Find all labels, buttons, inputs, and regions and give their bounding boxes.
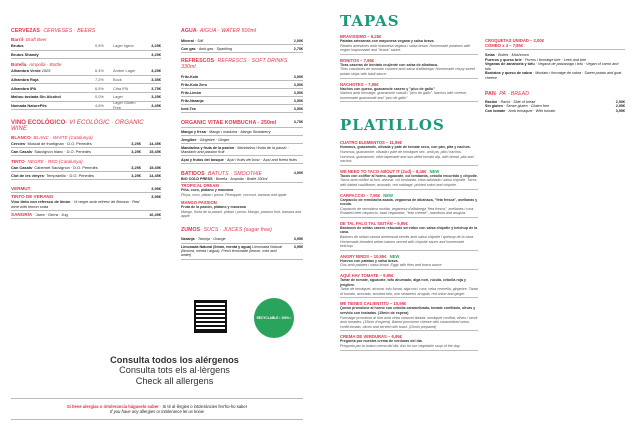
- dish-alt: Pregunta per la nostra crema del dia. Ask for our vegetable soup of the day.: [340, 343, 461, 348]
- smoothie-desc: [181, 188, 303, 197]
- wine-name: [11, 141, 121, 146]
- drink-price: 3,95€: [293, 237, 303, 242]
- beer-name-text: Alhambra Verde: [11, 68, 41, 74]
- divider: [340, 78, 478, 79]
- dish-name: DE TAL PALO TAL SEITÁN – 9,95€: [340, 220, 408, 226]
- drink-name: [181, 245, 283, 257]
- drink-alt: · Gingebre · Ginger: [197, 137, 230, 142]
- kombucha-header: ORGANIC VITAE KOMBUCHA - 250ml 3,75€: [181, 118, 303, 128]
- croqueta-name-text: Setas: [485, 53, 495, 57]
- dish-desc: [340, 198, 478, 216]
- drink-name: [181, 138, 303, 142]
- drink-row: [181, 73, 303, 81]
- drink-price: 3,50€: [293, 98, 303, 103]
- drink-name: [181, 83, 283, 87]
- pan-alt: · Amb tomàquet · With tomato: [506, 108, 556, 113]
- drink-row: [181, 97, 303, 105]
- divider: [340, 165, 478, 166]
- batidos-header: BATIDOS· BATUTS · SMOOTHIE BIO COLD PRESS · Botella · Ampolla · Bottle 330ml 4,50€: [181, 169, 303, 183]
- wine-name-text: Can Casals: [11, 165, 32, 171]
- dish-desc-text: Bastones de seitán casero rebozado servidos con salsa chipotle y ketchup de la casa.: [340, 225, 478, 235]
- dish-alt: Formatge provolone al forn amb ceba caramel·litzada, tomàquet confitat, olives i servit amb torrades. (15min d'espera). Baked provolone cheese with caramelized onion, confit tomato, olives and served with toast. (15min prepared): [340, 315, 478, 329]
- croqueta-row: [485, 71, 625, 80]
- drink-price: 3,50€: [293, 82, 303, 87]
- beer-style: Lager Gluten Free: [113, 100, 136, 111]
- beer-name: [11, 103, 95, 108]
- dish-desc-text: Tacos con coliflor al horno, aguacate, col lombarda, cebolla encurtida y chipotle.: [340, 173, 478, 178]
- beer-abv: 0,0%: [95, 94, 104, 100]
- croqueta-name-text: Veganas de zanahoria y tofu: [485, 62, 535, 67]
- beer-name: [11, 43, 95, 48]
- dish-desc-text: Hummus, guacamole, olivada y paté de tomate seco, con pan, pita y nachos.: [340, 145, 471, 150]
- dish-item: [340, 254, 478, 270]
- smoothie-desc-text: Piña, coco, plátano y manzana: [181, 188, 234, 192]
- beer-abv: 6,5%: [95, 85, 104, 91]
- drink-alt: · Taronja · Orange: [195, 237, 226, 242]
- drink-price: 2,00€: [293, 38, 303, 43]
- drink-row: [181, 45, 303, 53]
- combo-header: COMBO x 4 – 7,85€: [485, 43, 524, 48]
- column-tapas-platillos: [340, 12, 478, 354]
- dish-name: CARPACCIO – 7,95€: [340, 192, 381, 198]
- dish-alt: Tartar de tomàquet, alvocat, tofu fumat, alga nori, ruca, ceba vermella, gingebre. Tartar of tomato, avocado, smoked tofu, nori seaweed, arugula, red onion and ginger.: [340, 287, 478, 296]
- wine-name: [11, 173, 121, 178]
- beer-abv: 4,6%: [95, 102, 104, 108]
- dish-name: ME TIENES CALIENTITO – 10,95€: [340, 301, 407, 307]
- drink-name: [181, 75, 283, 79]
- drink-alt: · Mandarina i fruita de la passió · Mandarin and passion fruit: [181, 145, 289, 154]
- beer-name-text: Alhambra Roja: [11, 77, 39, 83]
- drink-alt: · Still: [194, 38, 204, 43]
- beer-row: [11, 51, 161, 60]
- new-badge: NEW: [429, 168, 440, 174]
- platillos-title: PLATILLOS: [340, 116, 445, 135]
- dish-name: NACHOTES – 7,95€: [340, 81, 379, 87]
- smoothie-desc: [181, 205, 303, 219]
- dish-desc: [340, 339, 478, 348]
- pan-alt: · Ració · Side of bread: [498, 99, 536, 104]
- dish-item: [340, 140, 478, 165]
- wine-name: [11, 149, 121, 154]
- column-soft-drinks: [181, 28, 303, 260]
- beer-name: [11, 77, 95, 82]
- dish-item: [340, 334, 478, 350]
- divider: [340, 250, 478, 251]
- croqueta-name: [485, 71, 625, 80]
- croqueta-name-text: Puerros y queso brie: [485, 57, 522, 62]
- beer-name: [11, 86, 95, 91]
- pan-price: 2,90€: [615, 99, 625, 104]
- wine-desc: · Tempranillo · D.O. Penedès: [43, 173, 94, 179]
- beer-style: Citra IPA: [113, 85, 129, 91]
- recyclable-stamp: RECYCLABLE • 100% •: [254, 298, 294, 338]
- wine-desc: · Cabernet Sauvignon · D.O. Penedès: [31, 165, 98, 171]
- drink-row: [181, 37, 303, 45]
- smoothie-item: [181, 183, 303, 197]
- tinto-header: TINTO· NEGRE · RED (Catalunya): [11, 159, 83, 165]
- pan-price: 3,95€: [615, 108, 625, 113]
- croqueta-row: [485, 62, 625, 71]
- drink-alt: · Açaí i fruits del bosc · Açaí and forest fruits: [224, 157, 297, 162]
- dish-desc-text: Pregunta por nuestra crema de verduras del día.: [340, 339, 423, 344]
- wine-glass-price: 3,25€: [131, 165, 141, 171]
- dish-desc: [340, 63, 478, 77]
- sangria-row: SANGRÍA · Jarra · Gerra · Jug 16,49€: [11, 212, 161, 218]
- smoothie-alt: Pinya, coco, plàtan i poma. Pineapple, coconut, banana and apple: [181, 192, 287, 197]
- dish-item: [340, 169, 478, 190]
- pan-name-text: Con tomate: [485, 108, 506, 113]
- divider: [340, 217, 478, 218]
- beer-name-alt: 1925: [41, 68, 51, 74]
- wine-bottle-price: 14,45€: [149, 173, 161, 179]
- dish-alt: Patates artesanes amb maionesa vegana i salsa brava. Homemade potatoes with vegan mayonnaise and "brava" sauce.: [340, 43, 471, 53]
- drink-row: [181, 136, 303, 144]
- drink-row: [181, 128, 303, 136]
- pan-name-text: Sin gluten: [485, 104, 503, 109]
- drink-name-text: Açaí y frutos del bosque: [181, 157, 224, 162]
- drink-price: 2,75€: [293, 46, 303, 51]
- beer-price: 3,45€: [151, 102, 161, 108]
- divider: [340, 189, 478, 190]
- dish-desc-text: Tiras caseras de boniato crujiente con salsa de albahaca.: [340, 62, 439, 67]
- dish-item: [340, 34, 478, 55]
- pan-price: 2,95€: [615, 104, 625, 109]
- dish-desc-text: Nachos con queso, guacamole casero y "pico de gallo": [340, 86, 435, 91]
- dish-desc: [340, 145, 478, 163]
- qr-code[interactable]: [194, 300, 227, 333]
- dish-alt: Tacos amb coliflor al forn, alvocat, col lombarda, ceba adobada i salsa chipotle. Tacos with baked cauliflower, avocado, red cabbage, pickled onion and chipotle.: [340, 178, 477, 187]
- beer-name: [11, 52, 95, 57]
- croquetas-header: CROQUETAS UNIDAD – 2,00€: [485, 38, 545, 43]
- drink-row: [181, 105, 303, 113]
- tapas-title: TAPAS: [340, 12, 400, 30]
- beer-style: Lager ligera: [113, 43, 134, 49]
- smoothie-name: TROPICAL DREAM: [181, 183, 219, 188]
- smoothie-alt: Mango, fruita de la passió, plàtan i poma. Mango, passion fruit, banana and apple: [181, 209, 302, 219]
- drink-row: [181, 144, 303, 156]
- beer-name-text: Brutus Shandy: [11, 51, 39, 57]
- beer-name-text: Alhambra IPA: [11, 85, 37, 91]
- dish-item: [340, 221, 478, 251]
- beer-row: [11, 102, 161, 111]
- column-beer-wine: [11, 28, 161, 219]
- wine-bottle-price: 15,45€: [149, 149, 161, 155]
- beer-row: [11, 67, 161, 76]
- dish-alt: Ous amb patates i salsa brava. Eggs with fries and brava sauce.: [340, 263, 443, 268]
- drink-price: 3,95€: [293, 245, 303, 250]
- dish-desc: [340, 174, 478, 188]
- beer-style: Bock: [113, 77, 122, 83]
- divider: [340, 269, 478, 270]
- divider: [340, 101, 478, 102]
- dish-item: [340, 82, 478, 103]
- drink-alt: · Mango i maduixa · Mango Strawberry: [206, 129, 271, 134]
- column-croquetas-pan: [485, 38, 625, 113]
- drink-name: [181, 107, 283, 111]
- dish-desc-text: Huevos con patatas y salsa brava.: [340, 258, 399, 263]
- drink-name: [181, 91, 283, 95]
- pan-row: [485, 109, 625, 114]
- drink-name-text: Naranja: [181, 237, 195, 242]
- drink-name-text: Con gas: [181, 46, 196, 51]
- agua-header: AGUA· AIGUA · WATER 500ml: [181, 28, 257, 34]
- allergy-notice: Si tiene alergias o intolerancia hágaselo saber · Si té al·lèrgies o intoleràncies fes'ho-ho saber If you have any allergies or intolerance let us know: [11, 398, 303, 420]
- wine-row: [11, 148, 161, 156]
- dish-name: CUATRO ELEMENTOS – 11,95€: [340, 140, 402, 146]
- croqueta-name-text: Boniatos y queso de cabra: [485, 71, 532, 76]
- dish-desc: [340, 87, 478, 101]
- drink-name-text: Mandarina y fruta de la pasión: [181, 145, 235, 150]
- beer-price: 3,25€: [151, 68, 161, 74]
- smoothie-name: MANGO PASSION: [181, 200, 217, 206]
- beer-price: 3,25€: [151, 43, 161, 49]
- croqueta-alt: · Porros i formatge brie · Leek and brie: [522, 57, 587, 62]
- dish-alt: Hummus, guacamole, olivada i paté de tomàquet sec, amb pa, pita i nachos. Hummus, guacamole, olive tapenade and sun-dried tomato dip, with bread, pita and nachos.: [340, 149, 474, 164]
- dish-desc-text: Patatas artesanas con mayonesa vegana y salsa brava.: [340, 39, 435, 43]
- drink-row: [181, 156, 303, 164]
- dish-item: [340, 273, 478, 298]
- wine-desc: · Muscat de frontignan · D.O. Penedès: [25, 141, 92, 147]
- drink-name: [181, 158, 303, 162]
- drink-name-text: Jengibre: [181, 137, 197, 142]
- drink-name-text: Limonada Natural (limón, menta y agua): [181, 245, 252, 250]
- dish-name: BONITOS – 7,95€: [340, 57, 375, 63]
- allergen-info: Consulta todos los alérgenos Consulta tots els al·lèrgens Check all allergens: [110, 355, 239, 386]
- drink-name-text: Fritz-Kola Zero: [181, 82, 208, 87]
- wine-bottle-price: 14,45€: [149, 141, 161, 147]
- dish-alt: Carpaccio de remolatxa rostida, veganesa d'alfàbrega "feta fresca", avellanes i ruca. Roasted beet carpaccio, basil veganaise, "feta cheese", hazelnuts and arugula.: [340, 206, 475, 216]
- drink-name-text: Mineral: [181, 38, 194, 43]
- drink-name-text: Fritz-Limón: [181, 90, 202, 95]
- divider: [340, 350, 478, 351]
- dish-name: ANGRY BIRDS – 10,95€: [340, 253, 387, 259]
- new-badge: NEW: [389, 253, 400, 259]
- dish-name: AQUÍ HAY TOMATE – 9,95€: [340, 273, 394, 279]
- dish-alt: Nachos amb formatge, guacamole casolà i "pico de gallo". Nachos with cheese, homemade guacamole and "pico de gallo": [340, 91, 468, 100]
- drink-name-text: Fritz-Naranja: [181, 98, 204, 103]
- beer-price: 3,35€: [151, 77, 161, 83]
- divider: [340, 54, 478, 55]
- dish-name: CREMA DE VERDURAS – 6,95€: [340, 334, 402, 340]
- beer-name-text: Brutus: [11, 43, 24, 49]
- croqueta-alt: · Bolets · Mushroom: [495, 53, 530, 57]
- drink-name: [181, 47, 283, 51]
- wine-bottle-price: 15,45€: [149, 165, 161, 171]
- dish-desc: [340, 306, 478, 329]
- wine-name-text: Cercles: [11, 141, 26, 147]
- wine-glass-price: 3,25€: [131, 149, 141, 155]
- dish-item: [340, 58, 478, 79]
- wine-name: [11, 165, 121, 170]
- pan-alt: · Sense gluten · Gluten free: [503, 104, 550, 109]
- vermut-row: VERMUT 3,95€: [11, 186, 161, 192]
- beer-style: Amber Lager: [113, 68, 136, 74]
- pan-name: [485, 109, 605, 114]
- drink-name-text: Mango y fresa: [181, 129, 206, 134]
- dish-desc-text: Queso provolone al horno con cebolla caramelizada, tomate confitado, olivas y servido con tostadas. (15min de espera): [340, 306, 476, 315]
- drink-name-text: Fritz-Kola: [181, 74, 199, 79]
- drink-row: [181, 89, 303, 97]
- drink-name: [181, 130, 303, 134]
- barril-header: Barril· Draft Beer: [11, 37, 47, 42]
- beer-name-text: Mahou tostada Sin Alcohol: [11, 94, 61, 100]
- beer-price: 3,75€: [151, 85, 161, 91]
- dish-desc: [340, 278, 478, 296]
- divider: [340, 330, 478, 331]
- beer-price: 3,25€: [151, 94, 161, 100]
- dish-desc-text: Tartar de tomate, aguacate, tofu ahumado, alga nori, rúcula, cebolla roja y jengibre.: [340, 278, 466, 287]
- beer-name-text: Nomada NaturePils: [11, 102, 47, 108]
- wine-row: [11, 164, 161, 172]
- pan-header: PAN· PA · BREAD: [485, 90, 530, 97]
- beer-row: [11, 42, 161, 51]
- drink-row: [181, 244, 303, 260]
- wine-row: [11, 140, 161, 148]
- wine-glass-price: 3,25€: [131, 173, 141, 179]
- dish-item: [340, 301, 478, 331]
- dish-name: WE NEED TO TACO ABOUT IT (2ud) – 8,45€: [340, 168, 427, 174]
- wine-glass-price: 3,25€: [131, 141, 141, 147]
- vino-header: VINO ECOLÓGICO· VI ECOLÒGIC · ORGANIC WINE: [11, 120, 144, 133]
- refrescos-header: REFRESCOS· REFRESCS · SOFT DRINKS 330ml: [181, 58, 288, 70]
- pan-name-text: Ración: [485, 99, 498, 104]
- drink-price: 3,50€: [293, 74, 303, 79]
- drink-name-text: Iced-Tea: [181, 106, 196, 111]
- wine-desc: · Sauvignon blanc · D.O. Penedès: [31, 149, 92, 155]
- smoothie-item: [181, 200, 303, 219]
- dish-name: BRAVISSIMO – 6,25€: [340, 34, 382, 39]
- beer-name: [11, 68, 95, 73]
- drink-name: [181, 39, 283, 43]
- croqueta-alt: · Vegana de pastanaga i tofu · Vegan of carrot and tofu: [485, 62, 619, 71]
- divider: [340, 297, 478, 298]
- dish-alt: Tires casolanes de moniato cruixent amb salsa d'alfàbrega. Homemade crispy sweet potato strips with basil sauce.: [340, 67, 475, 76]
- drink-name: [181, 237, 283, 241]
- beer-abv: 6,4%: [95, 68, 104, 74]
- drink-alt: Llimonada Natural (llimona, menta i aigua). Fresh lemonade (lemon, mint and water): [181, 245, 283, 258]
- croqueta-alt: · Moniato i formatge de cabra · Sweet potato and goat cheese: [485, 71, 622, 80]
- cervezas-header: CERVEZAS· CERVESES · BEERS: [11, 28, 96, 34]
- dish-item: [340, 193, 478, 218]
- beer-price: 3,25€: [151, 51, 161, 57]
- dish-desc: [340, 226, 478, 249]
- smoothie-desc-text: Fruta de la pasión, plátano y manzana: [181, 205, 246, 210]
- beer-abv: 0,5%: [95, 43, 104, 49]
- dish-desc: [340, 39, 478, 53]
- drink-name: [181, 146, 303, 154]
- wine-row: [11, 172, 161, 180]
- dish-desc: [340, 259, 478, 268]
- drink-name: [181, 99, 283, 103]
- dish-alt: Bastons de seitan casolà arrebossat servits amb salsa chipotle i quètxup de la casa. Homemade breaded seitan batons served with chipotle sauce and homemade ketchup.: [340, 235, 475, 249]
- drink-row: [181, 236, 303, 244]
- drink-price: 3,50€: [293, 106, 303, 111]
- blanco-header: BLANCO· BLANC · WHITE (Catalunya): [11, 135, 93, 141]
- new-badge: NEW: [383, 192, 393, 198]
- croqueta-name: [485, 62, 625, 71]
- drink-price: 3,50€: [293, 90, 303, 95]
- dish-desc-text: Carpaccio de remolacha asada, veganesa de albahaca, "feta fresca", avellanas y rúcula.: [340, 197, 478, 207]
- drink-row: [181, 81, 303, 89]
- zumos-header: ZUMOS· SUCS · JUICES (sugar free): [181, 226, 272, 233]
- beer-name: [11, 94, 95, 99]
- beer-abv: 7,2%: [95, 77, 104, 83]
- drink-alt: · Amb gas · Sparkling: [196, 46, 232, 51]
- wine-name-text: Can Casals: [11, 149, 32, 155]
- beer-style: Lager: [113, 94, 123, 100]
- botella-header: Botella· Ampolla · Bottle: [11, 62, 62, 68]
- tinto-verano-row: TINTO DE VERANO Vino tinto con refresco de limón · Vi negre amb refresc de llimona · Red wine with lemon soda 3,95€: [11, 194, 161, 210]
- wine-name-text: Clot de les vinyes: [11, 173, 44, 179]
- beer-row: [11, 84, 161, 93]
- beer-row: [11, 76, 161, 85]
